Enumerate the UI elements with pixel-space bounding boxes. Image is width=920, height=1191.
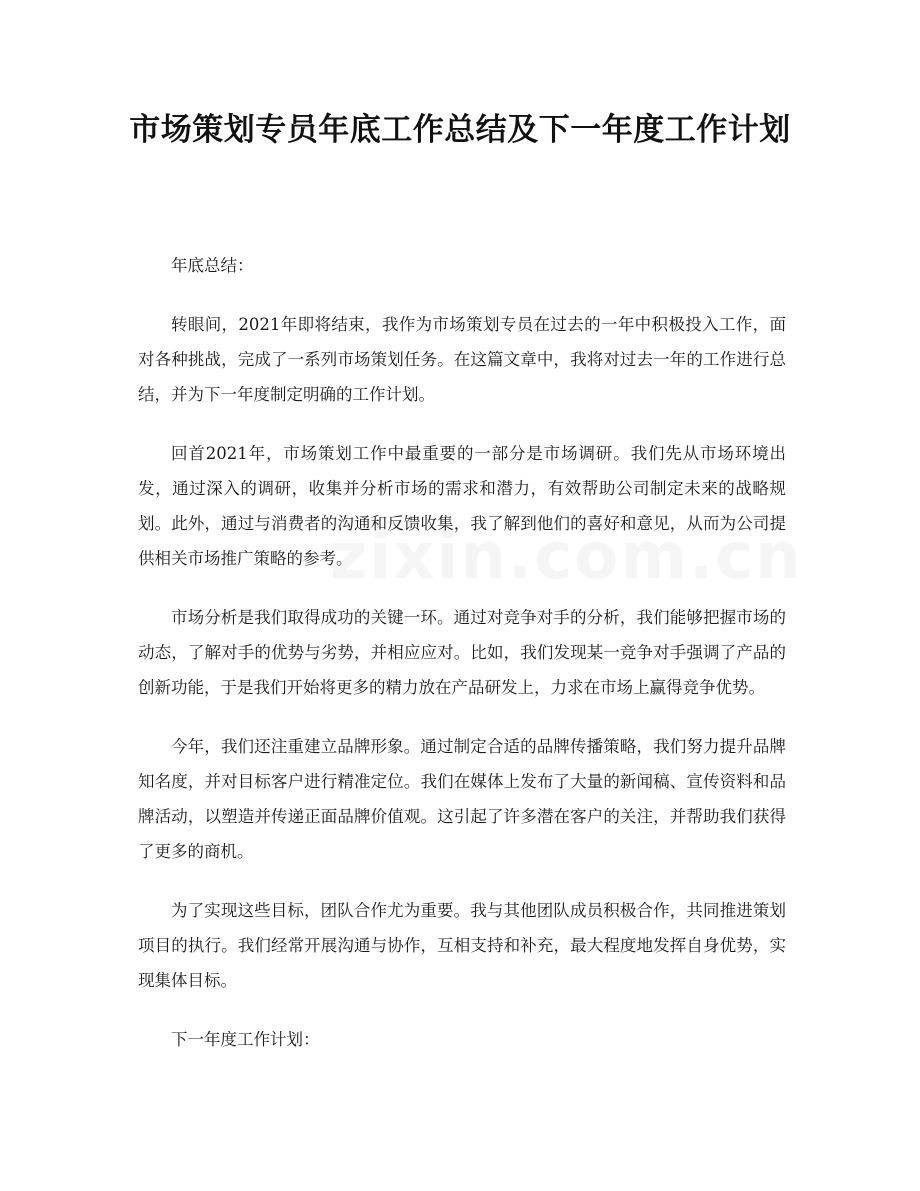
paragraph-market-research: 回首2021年，市场策划工作中最重要的一部分是市场调研。我们先从市场环境出发，通过深入的调研，收集并分析市场的需求和潜力，有效帮助公司制定未来的战略规划。此外，通过与消费者的沟通和反馈收集，我了解到他们的喜好和意见，从而为公司提供相关市场推广策略的参考。 [138, 444, 786, 568]
paragraph-intro: 转眼间，2021年即将结束，我作为市场策划专员在过去的一年中积极投入工作，面对各种挑战，完成了一系列市场策划任务。在这篇文章中，我将对过去一年的工作进行总结，并为下一年度制定明确的工作计划。 [138, 315, 786, 404]
document-title: 市场策划专员年底工作总结及下一年度工作计划 [129, 112, 791, 148]
paragraph-year-end-summary-heading: 年底总结： [171, 256, 254, 275]
paragraph-teamwork: 为了实现这些目标，团队合作尤为重要。我与其他团队成员积极合作，共同推进策划项目的执行。我们经常开展沟通与协作，互相支持和补充，最大程度地发挥自身优势，实现集体目标。 [138, 901, 786, 990]
paragraph-brand-image: 今年，我们还注重建立品牌形象。通过制定合适的品牌传播策略，我们努力提升品牌知名度，并对目标客户进行精准定位。我们在媒体上发布了大量的新闻稿、宣传资料和品牌活动，以塑造并传递正面品牌价值观。这引起了许多潜在客户的关注，并帮助我们获得了更多的商机。 [138, 737, 786, 861]
document-body [138, 248, 786, 1081]
paragraph-market-analysis: 市场分析是我们取得成功的关键一环。通过对竞争对手的分析，我们能够把握市场的动态，了解对手的优势与劣势，并相应应对。比如，我们发现某一竞争对手强调了产品的创新功能，于是我们开始将更多的精力放在产品研发上，力求在市场上赢得竞争优势。 [138, 608, 786, 697]
paragraph-next-year-plan-heading: 下一年度工作计划： [171, 1030, 320, 1049]
